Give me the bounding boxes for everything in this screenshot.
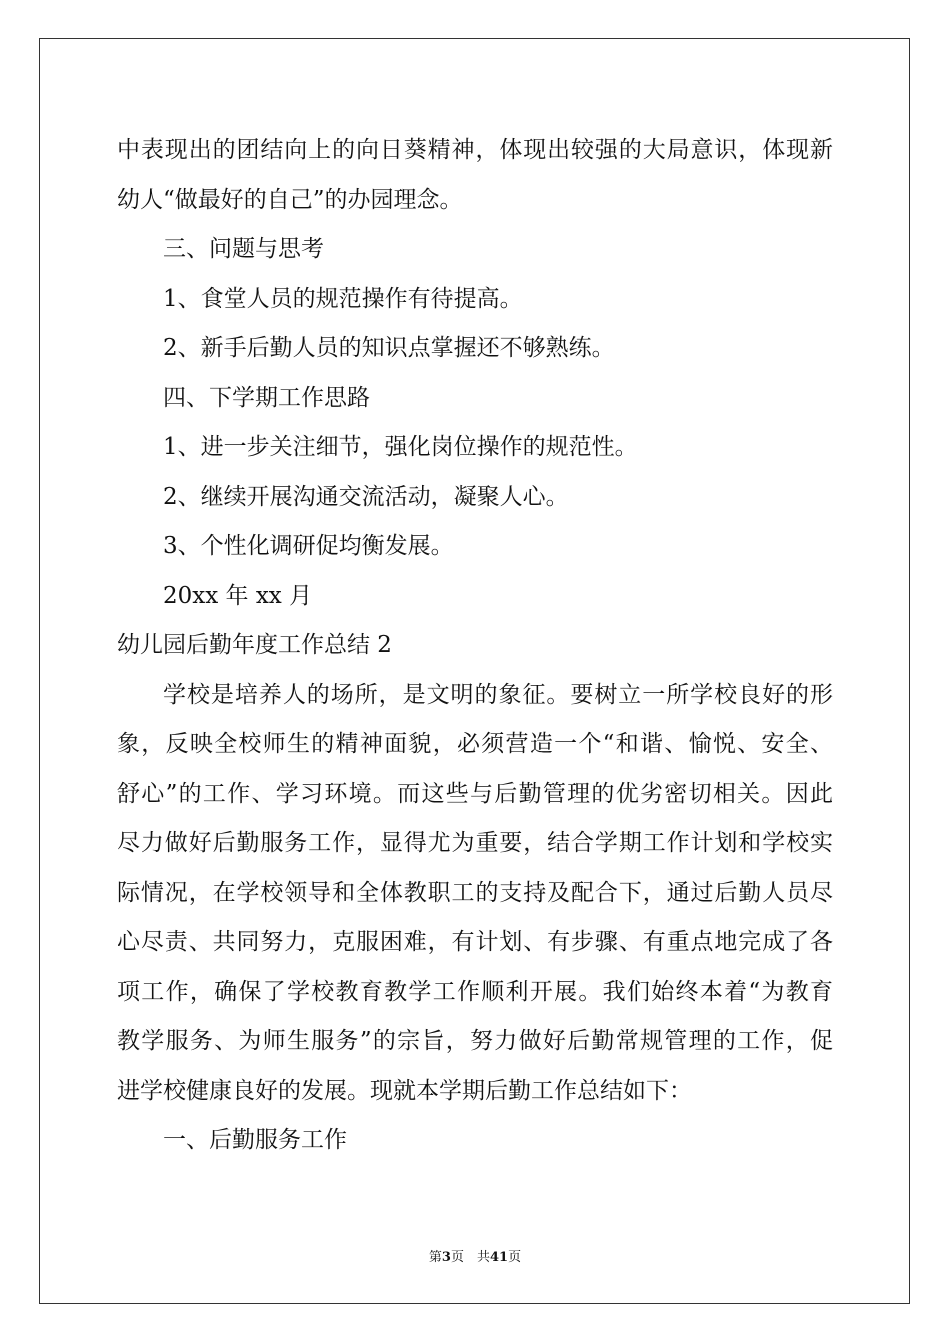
date-line: 20xx 年 xx 月 — [163, 582, 313, 609]
list-item: 2、新手后勤人员的知识点掌握还不够熟练。 — [163, 335, 615, 361]
paragraph-line: 项工作，确保了学校教育教学工作顺利开展。我们始终本着“为教育 — [117, 978, 833, 1005]
section-heading: 四、下学期工作思路 — [163, 384, 370, 411]
total-page-number: 41 — [489, 1250, 509, 1265]
paragraph-line: 进学校健康良好的发展。现就本学期后勤工作总结如下： — [117, 1077, 692, 1104]
list-item: 2、继续开展沟通交流活动，凝聚人心。 — [163, 483, 569, 510]
current-page-number: 3 — [441, 1250, 451, 1265]
section-heading: 一、后勤服务工作 — [163, 1127, 347, 1153]
paragraph-line: 舒心”的工作、学习环境。而这些与后勤管理的优劣密切相关。因此 — [117, 780, 833, 807]
paragraph-line: 中表现出的团结向上的向日葵精神，体现出较强的大局意识，体现新 — [117, 137, 833, 163]
list-item: 3、个性化调研促均衡发展。 — [163, 533, 454, 559]
page-prefix: 第 — [428, 1250, 442, 1265]
paragraph-line: 心尽责、共同努力，克服困难，有计划、有步骤、有重点地完成了各 — [117, 929, 833, 955]
page-footer — [0, 1246, 950, 1265]
document-body — [117, 126, 833, 1166]
article-title: 幼儿园后勤年度工作总结 2 — [117, 632, 392, 658]
paragraph-line: 学校是培养人的场所，是文明的象征。要树立一所学校良好的形 — [163, 681, 833, 708]
paragraph-line: 幼人“做最好的自己”的办园理念。 — [117, 186, 463, 213]
page-suffix: 页 — [508, 1250, 522, 1265]
paragraph-line: 尽力做好后勤服务工作，显得尤为重要，结合学期工作计划和学校实 — [117, 830, 833, 856]
paragraph-line: 际情况，在学校领导和全体教职工的支持及配合下，通过后勤人员尽 — [117, 879, 833, 906]
section-heading: 三、问题与思考 — [163, 236, 324, 262]
page-mid: 页 共 — [450, 1250, 490, 1265]
paragraph-line: 象，反映全校师生的精神面貌，必须营造一个“和谐、愉悦、安全、 — [117, 731, 833, 757]
list-item: 1、食堂人员的规范操作有待提高。 — [163, 285, 523, 312]
paragraph-line: 教学服务、为师生服务”的宗旨，努力做好后勤常规管理的工作，促 — [117, 1028, 833, 1054]
list-item: 1、进一步关注细节，强化岗位操作的规范性。 — [163, 434, 638, 460]
